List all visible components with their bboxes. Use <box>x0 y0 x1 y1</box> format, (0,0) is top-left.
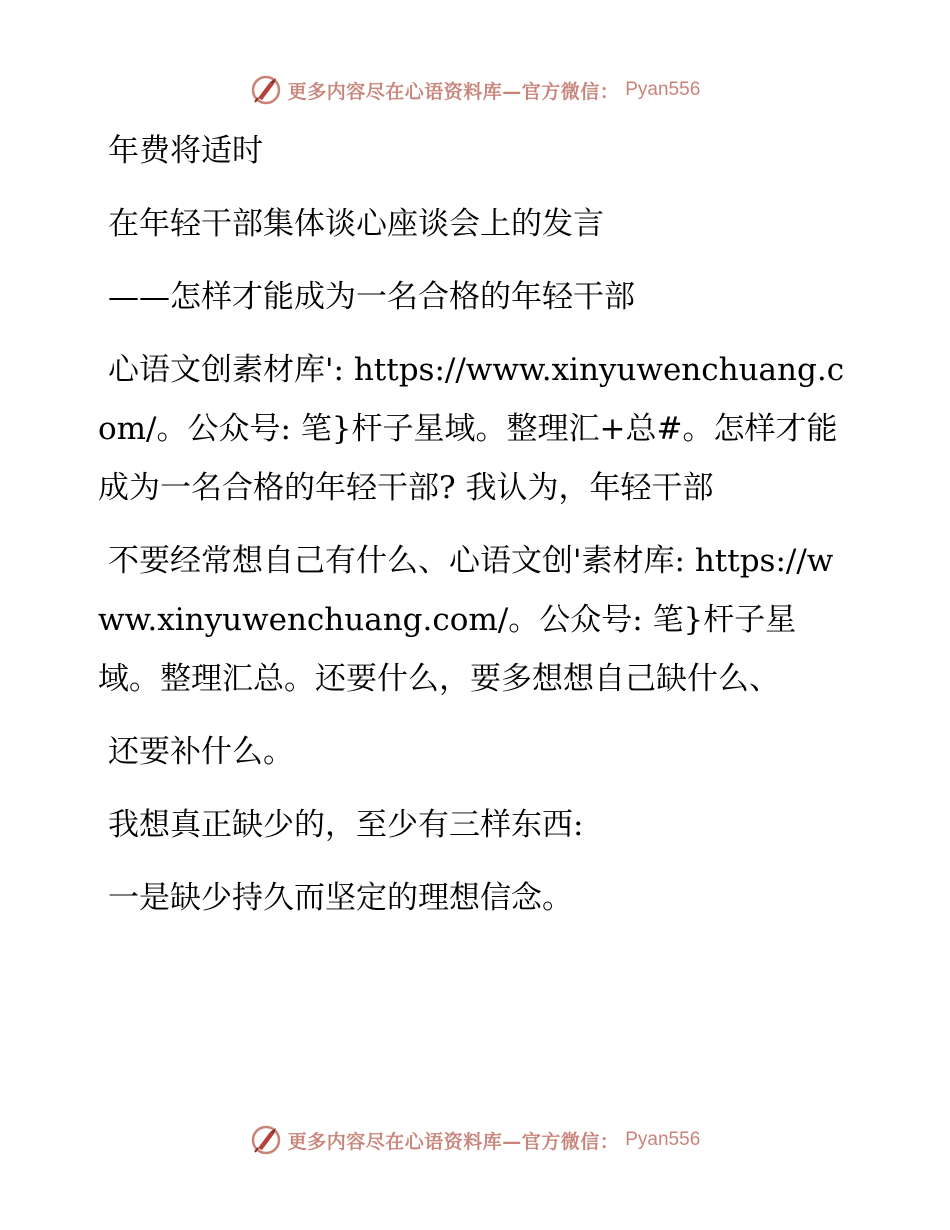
footer-banner <box>0 1120 950 1160</box>
quill-pen-logo-icon <box>250 1124 282 1156</box>
footer-banner-wechat-id: Pyan556 <box>625 1129 701 1150</box>
paragraph-supplement: 还要补什么。 <box>108 734 294 770</box>
header-banner <box>0 70 950 110</box>
paragraph-title-fragment: 年费将适时 <box>108 133 263 169</box>
header-banner-text: 更多内容尽在心语资料库—官方微信： <box>287 80 620 103</box>
quill-pen-logo-icon <box>250 74 282 106</box>
paragraph-intro: 心语文创素材库': https://www.xinyuwenchuang.com/。公众号: 笔}杆子星域。整理汇+总#。怎样才能成为一名合格的年轻干部? 我认为，年轻干部 <box>98 352 845 506</box>
paragraph-subtitle: ——怎样才能成为一名合格的年轻干部 <box>108 279 635 315</box>
paragraph-speech-title: 在年轻干部集体谈心座谈会上的发言 <box>108 206 604 242</box>
paragraph-three-things: 我想真正缺少的，至少有三样东西: <box>108 807 584 843</box>
footer-banner-content <box>250 1124 701 1156</box>
footer-banner-text: 更多内容尽在心语资料库—官方微信： <box>287 1130 620 1153</box>
paragraph-first-point: 一是缺少持久而坚定的理想信念。 <box>108 880 573 916</box>
header-banner-wechat-id: Pyan556 <box>625 79 701 100</box>
document-body <box>98 122 858 942</box>
header-banner-content <box>250 74 701 106</box>
paragraph-reflection: 不要经常想自己有什么、心语文创'素材库: https://www.xinyuwenchuang.com/。公众号: 笔}杆子星域。整理汇总。还要什么，要多想想自己缺什么、 <box>98 543 834 697</box>
